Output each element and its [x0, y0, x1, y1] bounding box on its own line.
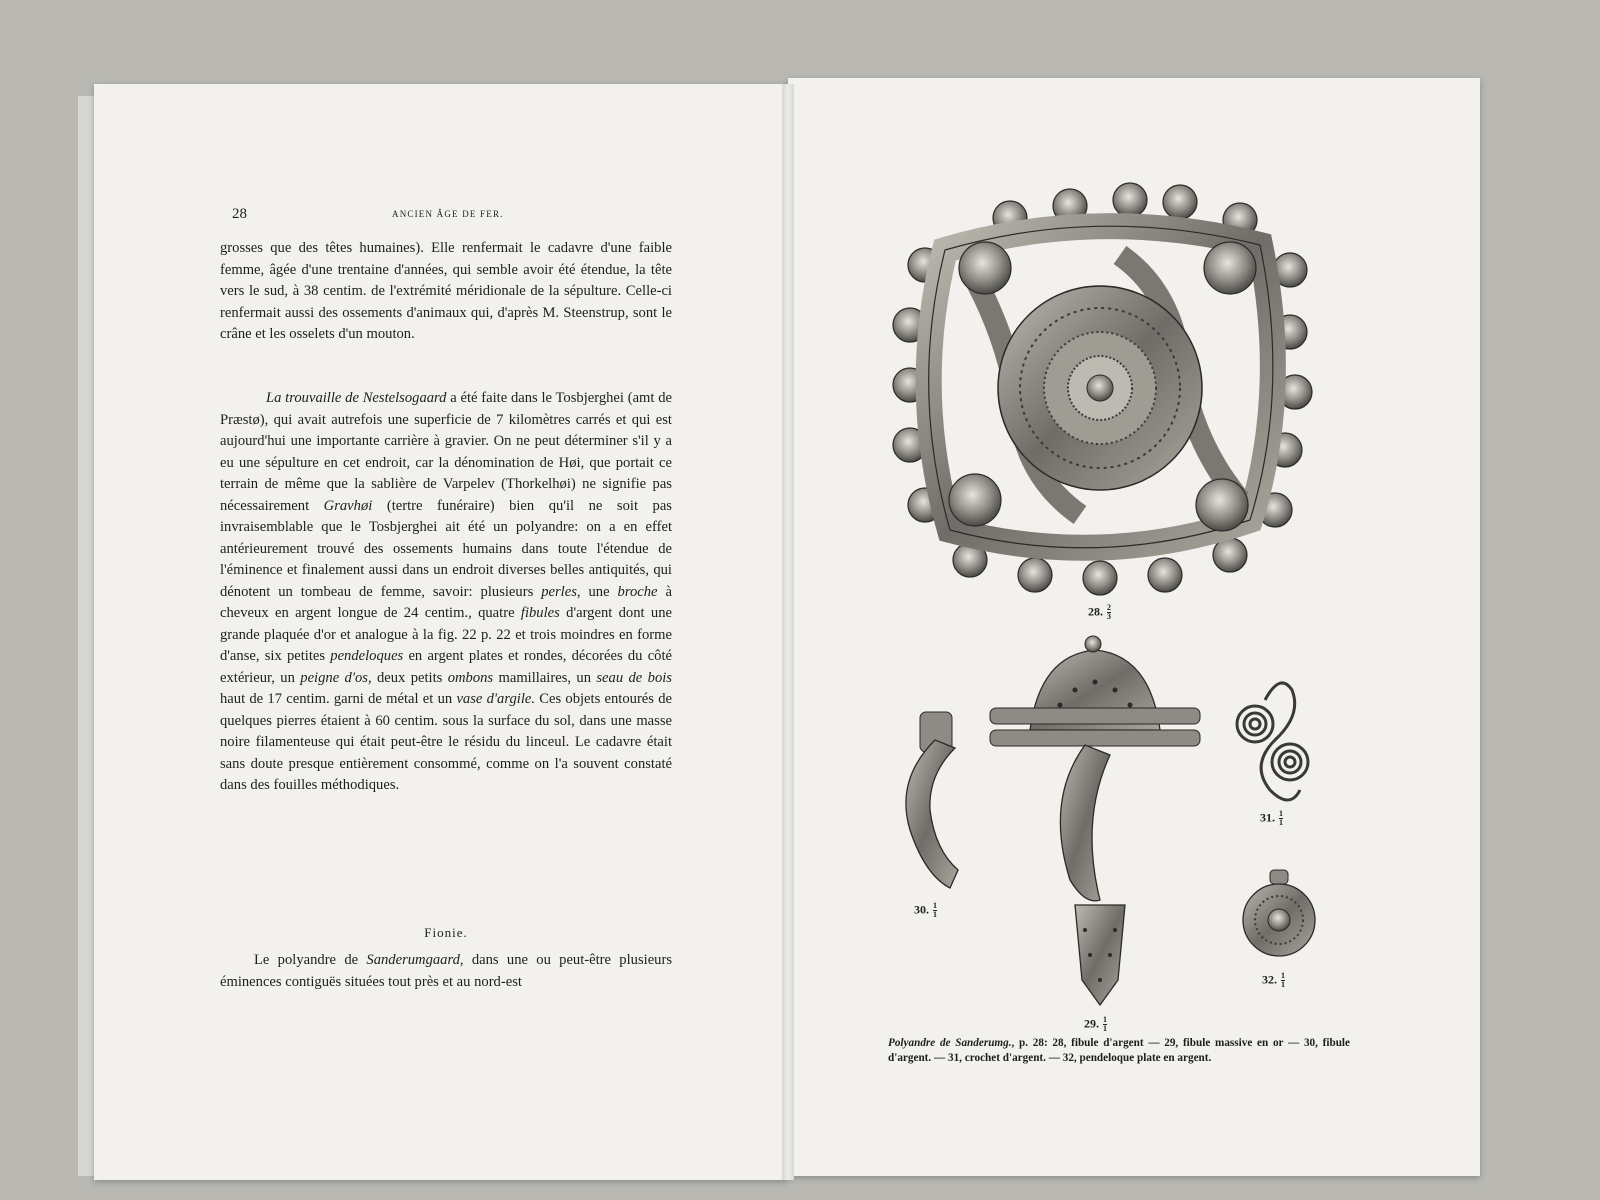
text-run: en argent plates et rondes, décorées du côté extérieur, un — [220, 648, 672, 686]
italic-term: Sanderumgaard — [366, 952, 460, 968]
text-run: à cheveux en argent longue de 24 centim., quatre — [220, 583, 672, 621]
running-head: ANCIEN ÂGE DE FER. — [392, 209, 504, 219]
text-run: a été faite dans le Tosbjerghei (amt de Præstø), qui avait autrefois une superficie de 7 kilomètres carrés et qui est aujourd'hui une importante carrière à gravier. On ne peut déterminer s'il y a eu une sépulture en cet endroit, car la dénomination de Høi, que portait ce terrain de même que la sablière de Varpelev (Thorkelhøi) ne signifie pas nécessairement — [220, 390, 672, 514]
text-run: Le polyandre de — [254, 952, 367, 968]
scale-denominator: 1 — [1103, 1024, 1107, 1033]
text-run: , dans une ou peut-être plusieurs éminences contiguës situées tout près et au nord-est — [220, 952, 673, 990]
scale-numerator: 1 — [1103, 1015, 1107, 1024]
paragraph-1 — [220, 238, 672, 346]
figure-scale — [1281, 972, 1285, 989]
figure-number: 32. — [1262, 972, 1277, 987]
scale-numerator: 1 — [1279, 809, 1283, 818]
italic-term: Gravhøi — [323, 497, 373, 514]
text-run: Ces objets entourés de quelques pierres étaient à 60 centim. sous la surface du sol, dans une masse noire filamenteuse qui était peut-être le résidu du linceul. Le cadavre était sans doute presque entièrement consommé, comme on l'a souvent constaté dans des fouilles méthodiques. — [220, 691, 672, 793]
figure-30-label — [914, 902, 937, 919]
scale-denominator: 1 — [1279, 818, 1283, 827]
right-page — [788, 78, 1480, 1176]
scale-numerator: 2 — [1107, 603, 1111, 612]
text-run: (tertre funéraire) bien qu'il ne soit pas invraisemblable que le Tosbjerghei ait été un polyandre: on a en effet antérieurement trouvé des ossements humains dans toute l'étendue de l'éminence et finalement aussi dans un endroit diverses belles antiquités, qui dénotent un tombeau de femme, savoir: plusieurs — [220, 497, 672, 600]
italic-term: broche — [617, 583, 658, 600]
paragraph-3-text — [220, 950, 672, 993]
figure-scale — [933, 902, 937, 919]
paragraph-1-text: grosses que des têtes humaines). Elle renfermait le cadavre d'une faible femme, âgée d'une trentaine d'années, qui semble avoir été étendue, la tête vers le sud, à 38 centim. de l'extrémité méridionale de la sépulture. Celle-ci renfermait aussi des ossements d'animaux qui, d'après M. Steenstrup, sont le crâne et les osselets d'un mouton. — [220, 240, 672, 342]
text-run: mamillaires, un — [493, 669, 597, 686]
figure-number: 31. — [1260, 810, 1275, 825]
section-heading: Fionie. — [424, 925, 468, 940]
text-run: d'argent dont une grande plaquée d'or et analogue à la fig. 22 p. 22 et trois moindres en forme d'anse, six petites — [220, 605, 672, 664]
figure-29-label — [1084, 1016, 1107, 1033]
text-run: haut de 17 centim. garni de métal et un — [220, 691, 457, 707]
paragraph-2-text — [220, 388, 672, 797]
figure-scale — [1107, 604, 1111, 621]
italic-term: La trouvaille de Nestelsogaard — [266, 390, 447, 406]
italic-term: seau de bois — [596, 669, 672, 686]
text-run: , une — [576, 583, 618, 600]
figure-28-label — [1088, 604, 1111, 621]
italic-term: fibules — [520, 605, 560, 621]
figure-number: 30. — [914, 902, 929, 917]
figure-number: 28. — [1088, 604, 1103, 619]
scale-denominator: 1 — [1281, 980, 1285, 989]
figure-scale — [1279, 810, 1283, 827]
figure-scale — [1103, 1016, 1107, 1033]
italic-term: ombons — [447, 669, 494, 686]
paragraph-2 — [220, 388, 672, 797]
text-run: , deux petits — [367, 669, 448, 686]
figure-32-label — [1262, 972, 1285, 989]
figure-31-label — [1260, 810, 1283, 827]
caption-text: , p. 28: 28, fibule d'argent — 29, fibule massive en or — 30, fibule d'argent. — 31, crochet d'argent. — 32, pendeloque plate en argent. — [888, 1037, 1351, 1064]
page-number: 28 — [232, 206, 247, 222]
scale-numerator: 1 — [1281, 971, 1285, 980]
italic-term: peigne d'os — [300, 669, 368, 686]
scale-numerator: 1 — [933, 901, 937, 910]
italic-term: pendeloques — [330, 648, 404, 664]
caption-italic: Polyandre de Sanderumg. — [888, 1037, 1012, 1049]
italic-term: vase d'argile. — [456, 691, 536, 707]
book-gutter — [782, 84, 794, 1180]
paragraph-3 — [220, 950, 672, 993]
figure-number: 29. — [1084, 1016, 1099, 1031]
italic-term: perles — [541, 583, 577, 600]
figure-caption — [888, 1036, 1350, 1066]
scale-denominator: 3 — [1107, 612, 1111, 621]
scale-denominator: 1 — [933, 910, 937, 919]
